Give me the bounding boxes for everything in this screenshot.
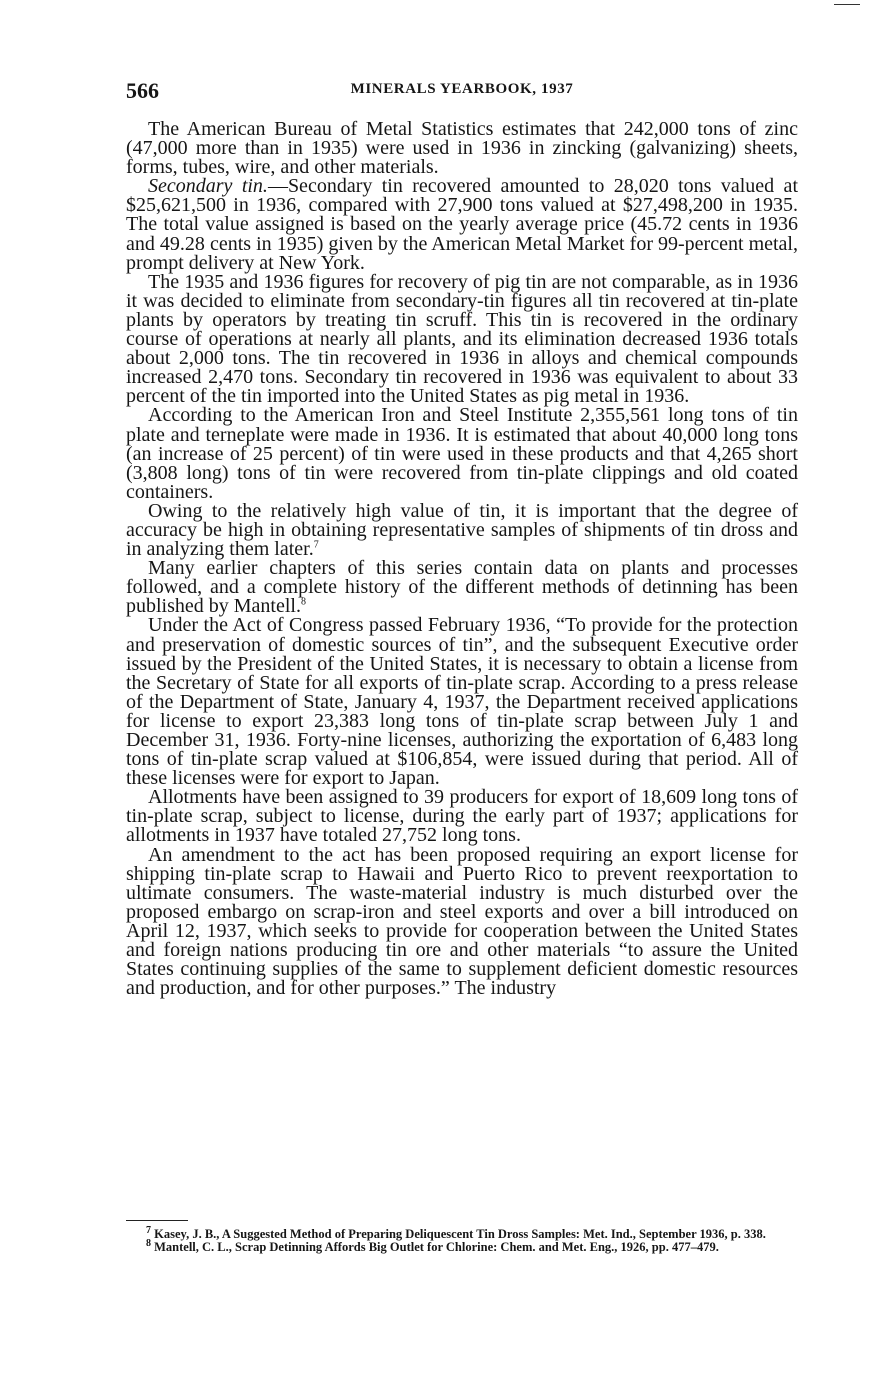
main-text (126, 120, 798, 998)
paragraph-pig-tin-comparison (126, 270, 798, 408)
paragraph-text: According to the American Iron and Steel Institute 2,355,561 long tons of tin plate and terneplate were made in 1936. It is estimated that about 40,000 long tons (an increase of 25 percent) of tin were used in these products and that 4,265 short (3,808 long) tons of tin were recovered from tin-plate clippings and old coated containers. (126, 404, 798, 503)
footnotes (126, 1224, 796, 1254)
footnote-7 (126, 1224, 796, 1241)
paragraph-allotments (126, 788, 798, 845)
footnote-mark: 7 (146, 1224, 151, 1236)
footnote-ref-7: 7 (313, 539, 319, 551)
paragraph-amendment (126, 843, 798, 1000)
page-header (126, 78, 798, 104)
running-title: MINERALS YEARBOOK, 1937 (350, 81, 574, 97)
paragraph-text: An amendment to the act has been proposed requiring an export license for shipping tin-plate scrap to Hawaii and Puerto Rico to prevent reexportation to ultimate consumers. The waste-material industry is much disturbed over the proposed embargo on scrap-iron and steel exports and over a bill introduced on April 12, 1937, which seeks to provide for cooperation between the United States and foreign nations producing tin ore and other materials “to assure the United States continuing supplies of the same to supplement deficient domestic resources and production, and for other purposes.” The industry (126, 843, 798, 1000)
paragraph-tin-dross (126, 499, 798, 561)
paragraph-text: The American Bureau of Metal Statistics estimates that 242,000 tons of zinc (47,000 more than in 1935) were used in 1936 in zincking (galvanizing) sheets, forms, tubes, wire, and other materials. (126, 118, 798, 179)
paragraph-zinc-galvanizing (126, 120, 798, 177)
paragraph-detinning (126, 559, 798, 616)
paragraph-secondary-tin (126, 177, 798, 272)
corner-mark (834, 4, 860, 5)
paragraph-text: Owing to the relatively high value of tin, it is important that the degree of accuracy be high in obtaining representative samples of shipments of tin dross and in analyzing them later. (126, 499, 798, 561)
footnote-8 (126, 1237, 796, 1254)
paragraph-text: —Secondary tin recovered amounted to 28,020 tons valued at $25,621,500 in 1936, compared with 27,900 tons valued at $27,498,200 in 1935. The total value assigned is based on the yearly average price (45.72 cents in 1936 and 49.28 cents in 1935) given by the American Metal Market for 99-percent metal, prompt delivery at New York. (126, 175, 798, 274)
paragraph-text: Many earlier chapters of this series contain data on plants and processes followed, and a complete history of the different methods of detinning has been published by Mantell. (126, 557, 798, 618)
paragraph-act-of-congress (126, 616, 798, 788)
run-in-heading: Secondary tin. (148, 175, 268, 198)
footnote-text: Mantell, C. L., Scrap Detinning Affords Big Outlet for Chlorine: Chem. and Met. Eng., 1926, pp. 477–479. (154, 1240, 719, 1254)
paragraph-tin-plate (126, 406, 798, 501)
footnote-mark: 8 (146, 1237, 151, 1249)
page-number: 566 (126, 78, 159, 103)
footnote-divider (126, 1220, 188, 1221)
paragraph-text: The 1935 and 1936 figures for recovery of pig tin are not comparable, as in 1936 it was decided to eliminate from secondary-tin figures all tin recovered at tin-plate plants by operators by treating tin scruff. This tin is recovered in the ordinary course of operations at nearly all plants, and its elimination decreased 1936 totals about 2,000 tons. The tin recovered in 1936 in alloys and chemical compounds increased 2,470 tons. Secondary tin recovered in 1936 was equivalent to about 33 percent of the tin imported into the United States as pig metal in 1936. (126, 270, 798, 408)
footnote-ref-8: 8 (300, 596, 306, 608)
paragraph-text: Under the Act of Congress passed February 1936, “To provide for the protection and preservation of domestic sources of tin”, and the subsequent Executive order issued by the President of the United States, it is necessary to obtain a license from the Secretary of State for all exports of tin-plate scrap. According to a press release of the Department of State, January 4, 1937, the Department received applications for license to export 23,383 long tons of tin-plate scrap between July 1 and December 31, 1936. Forty-nine licenses, authorizing the exportation of 6,483 long tons of tin-plate scrap valued at $106,854, were issued during that period. All of these licenses were for export to Japan. (126, 614, 798, 790)
paragraph-text: Allotments have been assigned to 39 producers for export of 18,609 long tons of tin-plate scrap, subject to license, during the early part of 1937; applications for allotments in 1937 have totaled 27,752 long tons. (126, 786, 798, 847)
footnote-text: Kasey, J. B., A Suggested Method of Preparing Deliquescent Tin Dross Samples: Met. Ind., September 1936, p. 338. (154, 1227, 766, 1241)
